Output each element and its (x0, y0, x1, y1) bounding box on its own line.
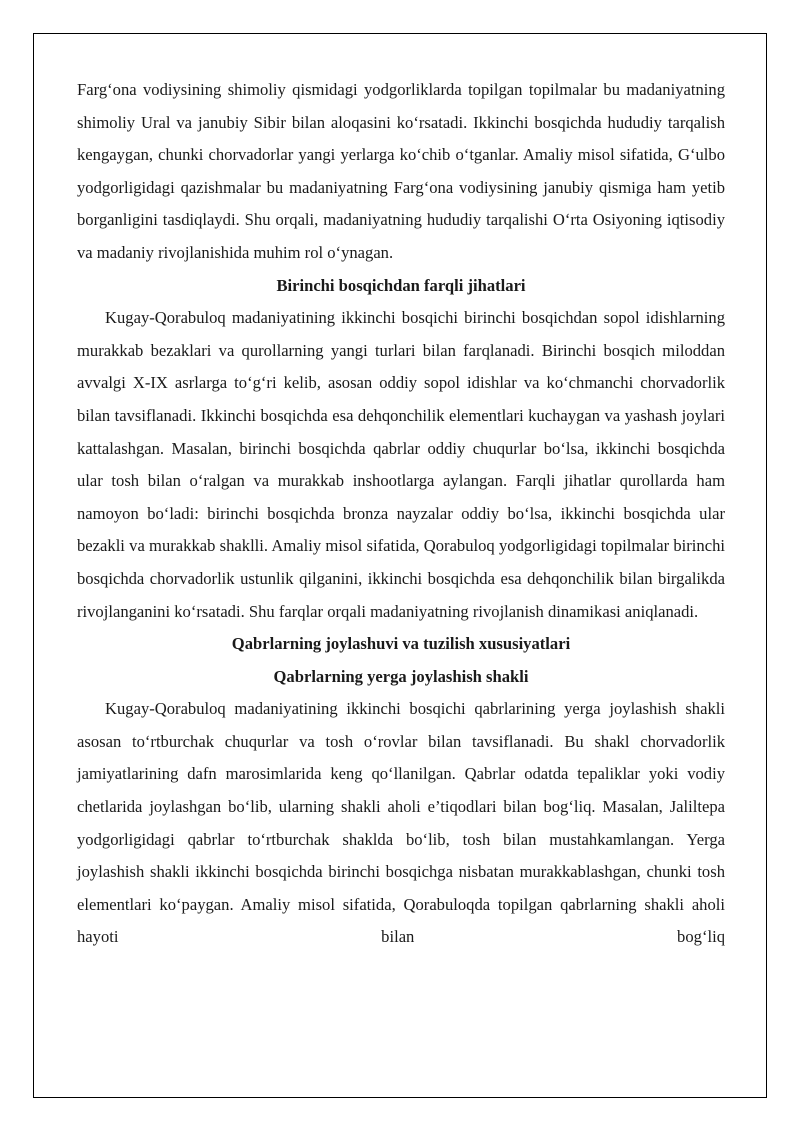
paragraph: Farg‘ona vodiysining shimoliy qismidagi yodgorliklarda topilgan topilmalar bu madaniyatning shimoliy Ural va janubiy Sibir bilan aloqasini ko‘rsatadi. Ikkinchi bosqichda hududiy tarqalish kengaygan, chunki chorvadorlar yangi yerlarga ko‘chib o‘tganlar. Amaliy misol sifatida, G‘ulbo yodgorligidagi qazishmalar bu madaniyatning Farg‘ona vodiysining janubiy qismiga ham yetib borganligini tasdiqlaydi. Shu orqali, madaniyatning hududiy tarqalishi O‘rta Osiyoning iqtisodiy va madaniy rivojlanishida muhim rol o‘ynagan. (77, 80, 725, 262)
paragraph: Kugay-Qorabuloq madaniyatining ikkinchi bosqichi qabrlarining yerga joylashish shakli asosan to‘rtburchak chuqurlar va tosh o‘rovlar bilan tavsiflanadi. Bu shakl chorvadorlik jamiyatlarining dafn marosimlarida keng qo‘llanilgan. Qabrlar odatda tepaliklar yoki vodiy chetlarida joylashgan bo‘lib, ularning shakli aholi e’tiqodlari bilan bog‘liq. Masalan, Jaliltepa yodgorligidagi qabrlar to‘rtburchak shaklda bo‘lib, tosh bilan mustahkamlangan. Yerga joylashish shakli ikkinchi bosqichda birinchi bosqichga nisbatan murakkablashgan, chunki tosh elementlari ko‘paygan. Amaliy misol sifatida, Qorabuloqda topilgan qabrlarning shakli aholi hayoti bilan bog‘liq (77, 699, 725, 947)
document-body (77, 74, 725, 954)
subsection-heading: Qabrlarning yerga joylashish shakli (273, 666, 529, 686)
section-heading: Birinchi bosqichdan farqli jihatlari (276, 275, 526, 295)
page-frame (33, 33, 767, 1098)
section-heading: Qabrlarning joylashuvi va tuzilish xususiyatlari (231, 634, 571, 654)
paragraph: Kugay-Qorabuloq madaniyatining ikkinchi bosqichi birinchi bosqichdan sopol idishlarning murakkab bezaklari va qurollarning yangi turlari bilan farqlanadi. Birinchi bosqich miloddan avvalgi X-IX asrlarga to‘g‘ri kelib, asosan oddiy sopol idishlar va ko‘chmanchi chorvadorlik bilan tavsiflanadi. Ikkinchi bosqichda esa dehqonchilik elementlari kuchaygan va yashash joylari kattalashgan. Masalan, birinchi bosqichda qabrlar oddiy chuqurlar bo‘lsa, ikkinchi bosqichda ular tosh bilan o‘ralgan va murakkab inshootlarga aylangan. Farqli jihatlar qurollarda ham namoyon bo‘ladi: birinchi bosqichda bronza nayzalar oddiy bo‘lsa, ikkinchi bosqichda ular bezakli va murakkab shaklli. Amaliy misol sifatida, Qorabuloq yodgorligidagi topilmalar birinchi bosqichda chorvadorlik ustunlik qilganini, ikkinchi bosqichda esa dehqonchilik bilan birgalikda rivojlanganini ko‘rsatadi. Shu farqlar orqali madaniyatning rivojlanish dinamikasi aniqlanadi. (77, 308, 725, 621)
